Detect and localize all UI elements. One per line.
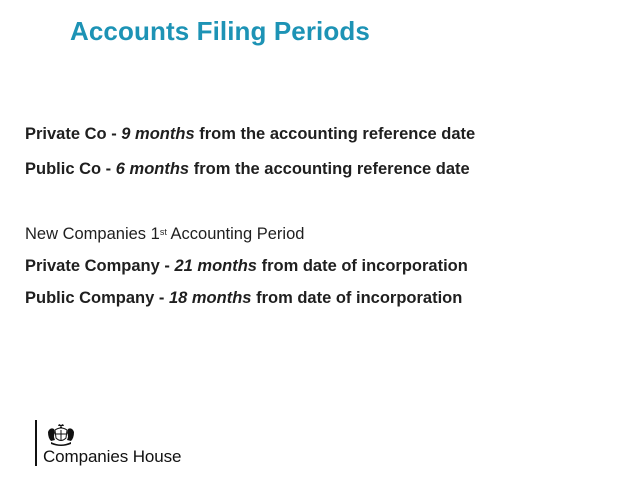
company-type-label: Public Company - [25, 289, 165, 307]
filing-period-private-company [25, 256, 468, 276]
period-value: 18 months [168, 289, 252, 307]
period-description: from the accounting reference date [193, 160, 470, 178]
company-type-label: Private Company - [25, 257, 170, 275]
period-description: from the accounting reference date [199, 125, 476, 143]
period-value: 9 months [121, 125, 195, 143]
logo-text: Companies House [43, 447, 182, 466]
logo-divider [35, 420, 37, 466]
filing-period-public-company [25, 288, 462, 308]
filing-period-private-co [25, 124, 475, 144]
companies-house-logo [35, 420, 195, 468]
period-description: from date of incorporation [261, 257, 468, 275]
new-companies-heading [25, 224, 304, 244]
company-type-label: Private Co - [25, 125, 117, 143]
period-value: 6 months [115, 160, 190, 178]
heading-end: Accounting Period [170, 225, 305, 243]
period-value: 21 months [174, 257, 257, 275]
heading-start: New Companies 1 [25, 225, 160, 243]
period-description: from date of incorporation [256, 289, 463, 307]
ordinal-suffix: st [159, 227, 167, 237]
slide-title: Accounts Filing Periods [70, 16, 370, 46]
filing-period-public-co [25, 159, 470, 179]
royal-crest-icon [44, 422, 78, 446]
company-type-label: Public Co - [25, 160, 112, 178]
